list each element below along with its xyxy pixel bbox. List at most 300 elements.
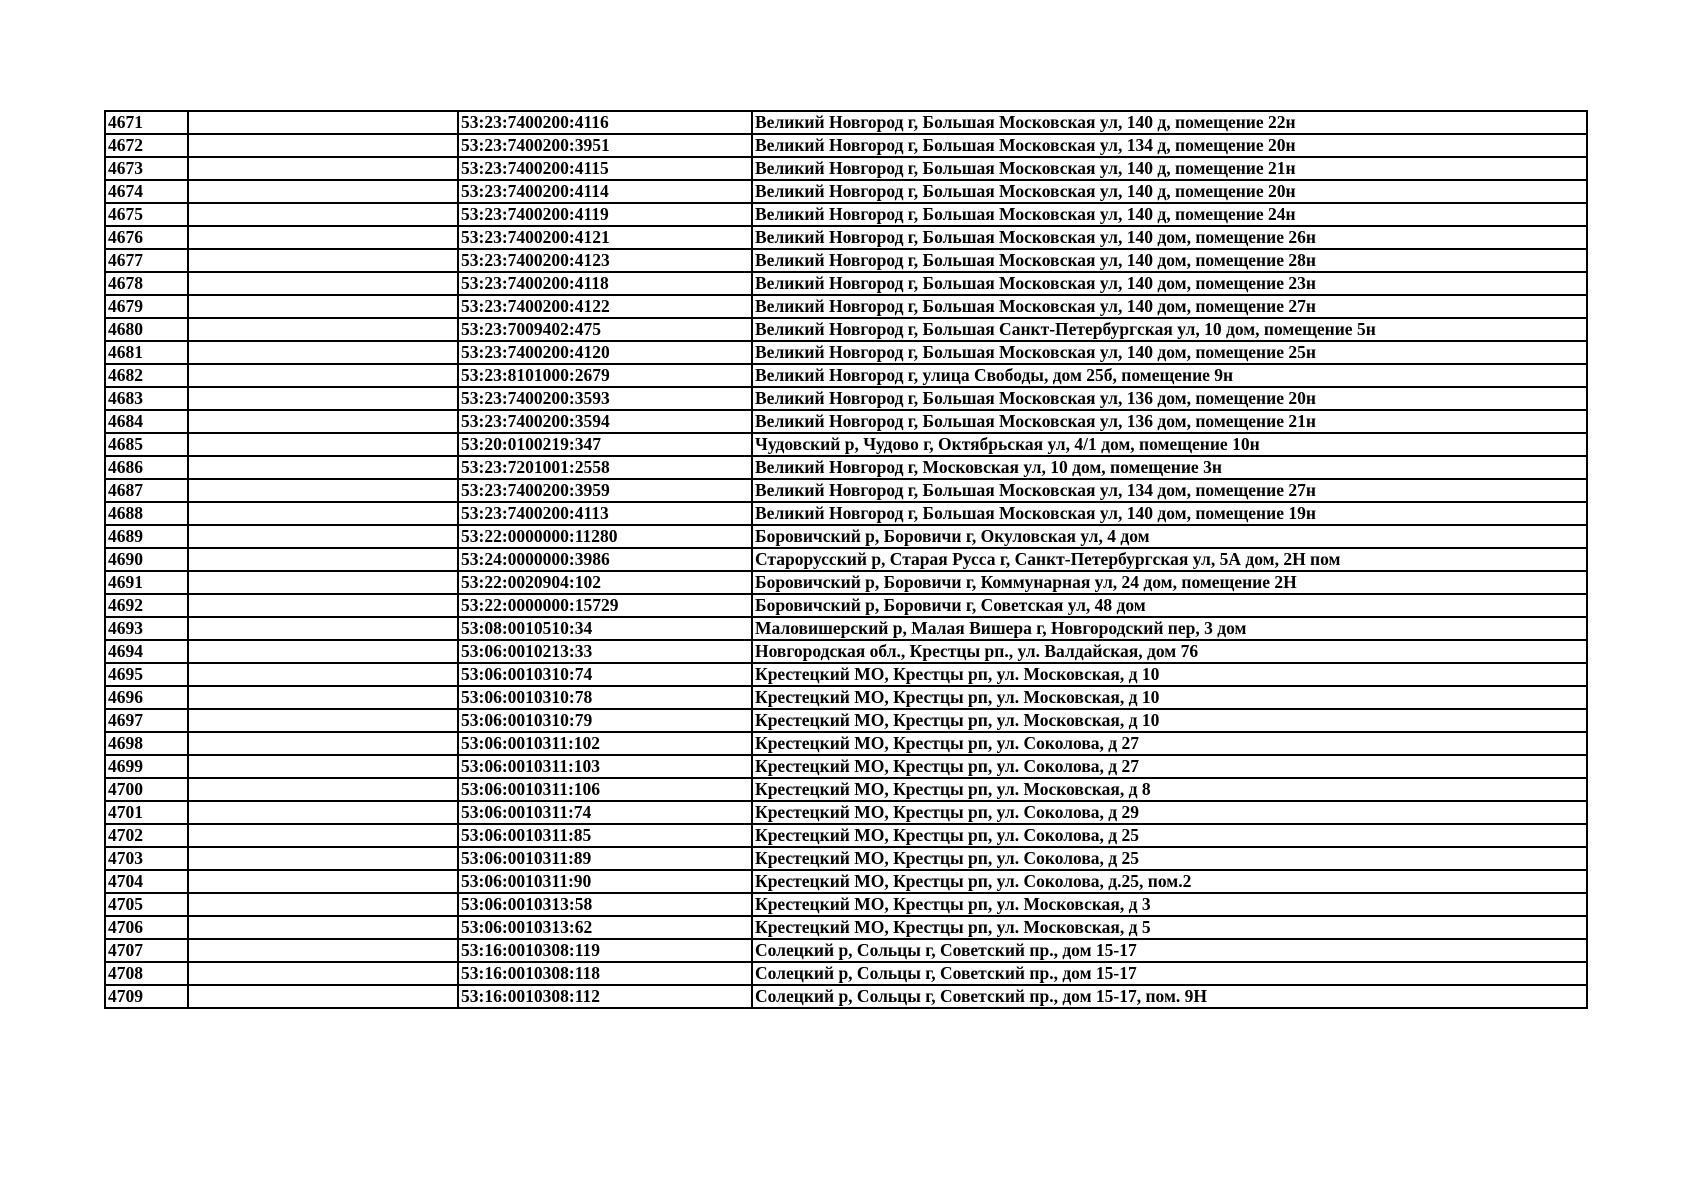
address: Великий Новгород г, Большая Московская ул, 140 дом, помещение 26н (755, 227, 1316, 247)
cadastral-number: 53:23:7400200:3959 (461, 480, 610, 500)
row-number-cell (105, 525, 188, 548)
cadastral-number: 53:06:0010311:106 (461, 779, 601, 799)
row-number: 4684 (108, 411, 143, 431)
row-number: 4674 (108, 181, 143, 201)
address: Великий Новгород г, Большая Московская ул, 136 дом, помещение 21н (755, 411, 1316, 431)
address: Крестецкий МО, Крестцы рп, ул. Московская, д 5 (755, 917, 1151, 937)
cadastral-number-cell (458, 962, 752, 985)
row-number-cell (105, 111, 188, 134)
cadastral-number-cell (458, 387, 752, 410)
property-table (104, 110, 1588, 1009)
empty-cell (188, 111, 458, 134)
cadastral-number: 53:06:0010311:103 (461, 756, 601, 776)
address-cell (752, 456, 1587, 479)
empty-cell (188, 456, 458, 479)
empty-cell (188, 387, 458, 410)
empty-cell (188, 847, 458, 870)
table-row (105, 341, 1587, 364)
table-row (105, 663, 1587, 686)
address-cell (752, 502, 1587, 525)
cadastral-number: 53:23:7400200:4116 (461, 112, 609, 132)
row-number: 4686 (108, 457, 143, 477)
table-row (105, 594, 1587, 617)
row-number-cell (105, 249, 188, 272)
empty-cell (188, 893, 458, 916)
cadastral-number-cell (458, 755, 752, 778)
cadastral-number: 53:23:7400200:4120 (461, 342, 610, 362)
table-row (105, 111, 1587, 134)
row-number: 4689 (108, 526, 143, 546)
address: Великий Новгород г, Большая Московская ул, 140 д, помещение 24н (755, 204, 1296, 224)
cadastral-number-cell (458, 663, 752, 686)
row-number-cell (105, 778, 188, 801)
row-number: 4683 (108, 388, 143, 408)
table-row (105, 893, 1587, 916)
table-row (105, 571, 1587, 594)
cadastral-number-cell (458, 985, 752, 1008)
cadastral-number-cell (458, 847, 752, 870)
row-number: 4706 (108, 917, 143, 937)
empty-cell (188, 755, 458, 778)
cadastral-number: 53:23:7400200:4114 (461, 181, 609, 201)
row-number: 4707 (108, 940, 143, 960)
address: Боровичский р, Боровичи г, Коммунарная ул, 24 дом, помещение 2Н (755, 572, 1297, 592)
row-number-cell (105, 341, 188, 364)
table-row (105, 801, 1587, 824)
row-number: 4700 (108, 779, 143, 799)
row-number: 4688 (108, 503, 143, 523)
address: Чудовский р, Чудово г, Октябрьская ул, 4/1 дом, помещение 10н (755, 434, 1260, 454)
row-number: 4698 (108, 733, 143, 753)
table-row (105, 548, 1587, 571)
row-number-cell (105, 640, 188, 663)
cadastral-number-cell (458, 824, 752, 847)
address-cell (752, 203, 1587, 226)
row-number: 4678 (108, 273, 143, 293)
address: Великий Новгород г, Большая Московская ул, 134 д, помещение 20н (755, 135, 1296, 155)
address: Крестецкий МО, Крестцы рп, ул. Московская, д 10 (755, 664, 1160, 684)
address-cell (752, 985, 1587, 1008)
table-row (105, 755, 1587, 778)
row-number: 4677 (108, 250, 143, 270)
cadastral-number: 53:23:7009402:475 (461, 319, 601, 339)
address: Крестецкий МО, Крестцы рп, ул. Соколова, д 27 (755, 756, 1140, 776)
cadastral-number-cell (458, 111, 752, 134)
address-cell (752, 640, 1587, 663)
empty-cell (188, 571, 458, 594)
address: Великий Новгород г, Большая Санкт-Петербургская ул, 10 дом, помещение 5н (755, 319, 1376, 339)
table-row (105, 479, 1587, 502)
table-row (105, 364, 1587, 387)
address: Крестецкий МО, Крестцы рп, ул. Соколова, д 25 (755, 825, 1140, 845)
table-row (105, 640, 1587, 663)
address-cell (752, 870, 1587, 893)
address: Крестецкий МО, Крестцы рп, ул. Соколова, д 25 (755, 848, 1140, 868)
row-number: 4681 (108, 342, 143, 362)
row-number: 4692 (108, 595, 143, 615)
empty-cell (188, 594, 458, 617)
row-number: 4709 (108, 986, 143, 1006)
cadastral-number-cell (458, 893, 752, 916)
row-number-cell (105, 755, 188, 778)
row-number: 4702 (108, 825, 143, 845)
empty-cell (188, 916, 458, 939)
row-number-cell (105, 226, 188, 249)
cadastral-number: 53:20:0100219:347 (461, 434, 601, 454)
address: Великий Новгород г, Большая Московская ул, 140 дом, помещение 28н (755, 250, 1316, 270)
address: Великий Новгород г, Большая Московская ул, 140 дом, помещение 27н (755, 296, 1316, 316)
address: Крестецкий МО, Крестцы рп, ул. Соколова, д 29 (755, 802, 1140, 822)
cadastral-number: 53:06:0010311:90 (461, 871, 592, 891)
row-number-cell (105, 617, 188, 640)
cadastral-number: 53:06:0010311:74 (461, 802, 592, 822)
address-cell (752, 525, 1587, 548)
row-number: 4675 (108, 204, 143, 224)
empty-cell (188, 226, 458, 249)
address: Великий Новгород г, Большая Московская ул, 140 д, помещение 22н (755, 112, 1296, 132)
cadastral-number-cell (458, 203, 752, 226)
row-number-cell (105, 571, 188, 594)
empty-cell (188, 640, 458, 663)
row-number: 4705 (108, 894, 143, 914)
empty-cell (188, 709, 458, 732)
address-cell (752, 594, 1587, 617)
address: Великий Новгород г, Большая Московская ул, 140 д, помещение 21н (755, 158, 1296, 178)
cadastral-number-cell (458, 341, 752, 364)
cadastral-number: 53:16:0010308:118 (461, 963, 601, 983)
address: Великий Новгород г, Большая Московская ул, 134 дом, помещение 27н (755, 480, 1316, 500)
cadastral-number-cell (458, 617, 752, 640)
cadastral-number-cell (458, 686, 752, 709)
table-row (105, 617, 1587, 640)
address: Крестецкий МО, Крестцы рп, ул. Московская, д 10 (755, 687, 1160, 707)
cadastral-number-cell (458, 157, 752, 180)
table-row (105, 433, 1587, 456)
address: Великий Новгород г, Большая Московская ул, 140 дом, помещение 23н (755, 273, 1316, 293)
cadastral-number: 53:08:0010510:34 (461, 618, 593, 638)
row-number-cell (105, 732, 188, 755)
cadastral-number-cell (458, 548, 752, 571)
cadastral-number-cell (458, 870, 752, 893)
table-row (105, 272, 1587, 295)
address-cell (752, 801, 1587, 824)
empty-cell (188, 686, 458, 709)
cadastral-number: 53:06:0010313:62 (461, 917, 593, 937)
cadastral-number-cell (458, 226, 752, 249)
address-cell (752, 318, 1587, 341)
address: Маловишерский р, Малая Вишера г, Новгородский пер, 3 дом (755, 618, 1247, 638)
empty-cell (188, 295, 458, 318)
table-row (105, 686, 1587, 709)
table-row (105, 939, 1587, 962)
empty-cell (188, 801, 458, 824)
cadastral-number-cell (458, 594, 752, 617)
row-number-cell (105, 709, 188, 732)
empty-cell (188, 617, 458, 640)
cadastral-number: 53:06:0010310:78 (461, 687, 593, 707)
row-number: 4687 (108, 480, 143, 500)
row-number-cell (105, 456, 188, 479)
table-row (105, 226, 1587, 249)
empty-cell (188, 272, 458, 295)
empty-cell (188, 870, 458, 893)
address-cell (752, 364, 1587, 387)
row-number: 4695 (108, 664, 143, 684)
cadastral-number-cell (458, 134, 752, 157)
cadastral-number-cell (458, 318, 752, 341)
cadastral-number-cell (458, 916, 752, 939)
row-number: 4694 (108, 641, 143, 661)
address: Крестецкий МО, Крестцы рп, ул. Московская, д 10 (755, 710, 1160, 730)
cadastral-number: 53:23:7400200:3594 (461, 411, 610, 431)
row-number-cell (105, 295, 188, 318)
cadastral-number: 53:23:7400200:4113 (461, 503, 609, 523)
address-cell (752, 410, 1587, 433)
table-row (105, 410, 1587, 433)
row-number: 4682 (108, 365, 143, 385)
row-number: 4697 (108, 710, 143, 730)
address-cell (752, 479, 1587, 502)
cadastral-number-cell (458, 433, 752, 456)
cadastral-number-cell (458, 272, 752, 295)
address-cell (752, 916, 1587, 939)
address-cell (752, 111, 1587, 134)
table-row (105, 709, 1587, 732)
row-number: 4679 (108, 296, 143, 316)
row-number-cell (105, 364, 188, 387)
cadastral-number: 53:23:7400200:3593 (461, 388, 610, 408)
empty-cell (188, 663, 458, 686)
row-number-cell (105, 387, 188, 410)
address: Великий Новгород г, Большая Московская ул, 140 д, помещение 20н (755, 181, 1296, 201)
row-number-cell (105, 203, 188, 226)
empty-cell (188, 341, 458, 364)
address-cell (752, 709, 1587, 732)
cadastral-number-cell (458, 778, 752, 801)
row-number-cell (105, 180, 188, 203)
address: Боровичский р, Боровичи г, Окуловская ул, 4 дом (755, 526, 1150, 546)
empty-cell (188, 134, 458, 157)
cadastral-number-cell (458, 364, 752, 387)
address: Новгородская обл., Крестцы рп., ул. Валдайская, дом 76 (755, 641, 1199, 661)
row-number: 4703 (108, 848, 143, 868)
table-row (105, 456, 1587, 479)
row-number: 4701 (108, 802, 143, 822)
table-row (105, 295, 1587, 318)
address: Солецкий р, Сольцы г, Советский пр., дом 15-17 (755, 940, 1137, 960)
address: Крестецкий МО, Крестцы рп, ул. Московская, д 8 (755, 779, 1151, 799)
table-row (105, 249, 1587, 272)
row-number: 4699 (108, 756, 143, 776)
empty-cell (188, 364, 458, 387)
row-number: 4708 (108, 963, 143, 983)
empty-cell (188, 157, 458, 180)
cadastral-number: 53:23:7400200:4115 (461, 158, 609, 178)
table-row (105, 318, 1587, 341)
address-cell (752, 134, 1587, 157)
empty-cell (188, 985, 458, 1008)
address-cell (752, 663, 1587, 686)
empty-cell (188, 962, 458, 985)
address-cell (752, 755, 1587, 778)
address-cell (752, 180, 1587, 203)
address-cell (752, 617, 1587, 640)
table-row (105, 824, 1587, 847)
address: Старорусский р, Старая Русса г, Санкт-Петербургская ул, 5А дом, 2Н пом (755, 549, 1341, 569)
cadastral-number-cell (458, 801, 752, 824)
row-number-cell (105, 433, 188, 456)
row-number-cell (105, 870, 188, 893)
empty-cell (188, 410, 458, 433)
address: Боровичский р, Боровичи г, Советская ул, 48 дом (755, 595, 1146, 615)
address-cell (752, 295, 1587, 318)
address-cell (752, 548, 1587, 571)
cadastral-number: 53:23:7400200:4123 (461, 250, 610, 270)
cadastral-number: 53:23:7400200:4118 (461, 273, 609, 293)
address-cell (752, 571, 1587, 594)
address-cell (752, 249, 1587, 272)
empty-cell (188, 525, 458, 548)
row-number-cell (105, 916, 188, 939)
cadastral-number: 53:06:0010313:58 (461, 894, 593, 914)
address-cell (752, 387, 1587, 410)
cadastral-number-cell (458, 180, 752, 203)
row-number-cell (105, 594, 188, 617)
cadastral-number: 53:23:8101000:2679 (461, 365, 610, 385)
address-cell (752, 847, 1587, 870)
cadastral-number: 53:22:0000000:11280 (461, 526, 618, 546)
row-number: 4671 (108, 112, 143, 132)
address-cell (752, 778, 1587, 801)
address-cell (752, 824, 1587, 847)
row-number-cell (105, 410, 188, 433)
cadastral-number: 53:06:0010311:102 (461, 733, 601, 753)
row-number-cell (105, 939, 188, 962)
cadastral-number-cell (458, 410, 752, 433)
cadastral-number: 53:23:7400200:3951 (461, 135, 610, 155)
cadastral-number: 53:06:0010311:89 (461, 848, 592, 868)
empty-cell (188, 939, 458, 962)
address: Крестецкий МО, Крестцы рп, ул. Московская, д 3 (755, 894, 1151, 914)
row-number: 4673 (108, 158, 143, 178)
row-number-cell (105, 847, 188, 870)
address: Крестецкий МО, Крестцы рп, ул. Соколова, д.25, пом.2 (755, 871, 1192, 891)
row-number-cell (105, 686, 188, 709)
address-cell (752, 226, 1587, 249)
address-cell (752, 433, 1587, 456)
cadastral-number-cell (458, 939, 752, 962)
cadastral-number: 53:22:0000000:15729 (461, 595, 619, 615)
table-row (105, 387, 1587, 410)
row-number-cell (105, 502, 188, 525)
address-cell (752, 341, 1587, 364)
cadastral-number-cell (458, 525, 752, 548)
cadastral-number: 53:06:0010311:85 (461, 825, 592, 845)
row-number-cell (105, 985, 188, 1008)
address: Крестецкий МО, Крестцы рп, ул. Соколова, д 27 (755, 733, 1140, 753)
row-number: 4704 (108, 871, 143, 891)
empty-cell (188, 502, 458, 525)
table-row (105, 778, 1587, 801)
row-number-cell (105, 272, 188, 295)
address: Великий Новгород г, Большая Московская ул, 136 дом, помещение 20н (755, 388, 1316, 408)
cadastral-number-cell (458, 640, 752, 663)
address: Великий Новгород г, Большая Московская ул, 140 дом, помещение 25н (755, 342, 1316, 362)
address-cell (752, 272, 1587, 295)
table-row (105, 203, 1587, 226)
cadastral-number: 53:06:0010310:79 (461, 710, 593, 730)
empty-cell (188, 203, 458, 226)
empty-cell (188, 548, 458, 571)
address: Великий Новгород г, Московская ул, 10 дом, помещение 3н (755, 457, 1222, 477)
address-cell (752, 893, 1587, 916)
table-row (105, 847, 1587, 870)
table-row (105, 985, 1587, 1008)
address: Великий Новгород г, улица Свободы, дом 25б, помещение 9н (755, 365, 1234, 385)
table-row (105, 916, 1587, 939)
address-cell (752, 686, 1587, 709)
row-number: 4696 (108, 687, 143, 707)
row-number-cell (105, 479, 188, 502)
cadastral-number-cell (458, 456, 752, 479)
row-number: 4676 (108, 227, 143, 247)
cadastral-number: 53:23:7400200:4122 (461, 296, 610, 316)
empty-cell (188, 778, 458, 801)
cadastral-number: 53:23:7400200:4121 (461, 227, 610, 247)
cadastral-number: 53:23:7201001:2558 (461, 457, 610, 477)
cadastral-number: 53:24:0000000:3986 (461, 549, 610, 569)
table-row (105, 157, 1587, 180)
row-number-cell (105, 134, 188, 157)
empty-cell (188, 824, 458, 847)
table-row (105, 502, 1587, 525)
row-number: 4680 (108, 319, 143, 339)
cadastral-number-cell (458, 571, 752, 594)
cadastral-number: 53:22:0020904:102 (461, 572, 601, 592)
empty-cell (188, 732, 458, 755)
empty-cell (188, 433, 458, 456)
cadastral-number: 53:16:0010308:119 (461, 940, 601, 960)
cadastral-number-cell (458, 502, 752, 525)
row-number-cell (105, 663, 188, 686)
empty-cell (188, 249, 458, 272)
cadastral-number: 53:06:0010213:33 (461, 641, 593, 661)
address-cell (752, 962, 1587, 985)
empty-cell (188, 318, 458, 341)
cadastral-number-cell (458, 249, 752, 272)
address: Великий Новгород г, Большая Московская ул, 140 дом, помещение 19н (755, 503, 1316, 523)
row-number-cell (105, 157, 188, 180)
address: Солецкий р, Сольцы г, Советский пр., дом 15-17, пом. 9Н (755, 986, 1207, 1006)
empty-cell (188, 479, 458, 502)
cadastral-number-cell (458, 709, 752, 732)
row-number-cell (105, 893, 188, 916)
table-row (105, 134, 1587, 157)
table-row (105, 870, 1587, 893)
row-number-cell (105, 962, 188, 985)
cadastral-number-cell (458, 732, 752, 755)
row-number: 4672 (108, 135, 143, 155)
row-number-cell (105, 801, 188, 824)
cadastral-number: 53:16:0010308:112 (461, 986, 601, 1006)
cadastral-number-cell (458, 479, 752, 502)
address-cell (752, 732, 1587, 755)
row-number-cell (105, 548, 188, 571)
empty-cell (188, 180, 458, 203)
address-cell (752, 939, 1587, 962)
table-row (105, 525, 1587, 548)
cadastral-number: 53:06:0010310:74 (461, 664, 593, 684)
